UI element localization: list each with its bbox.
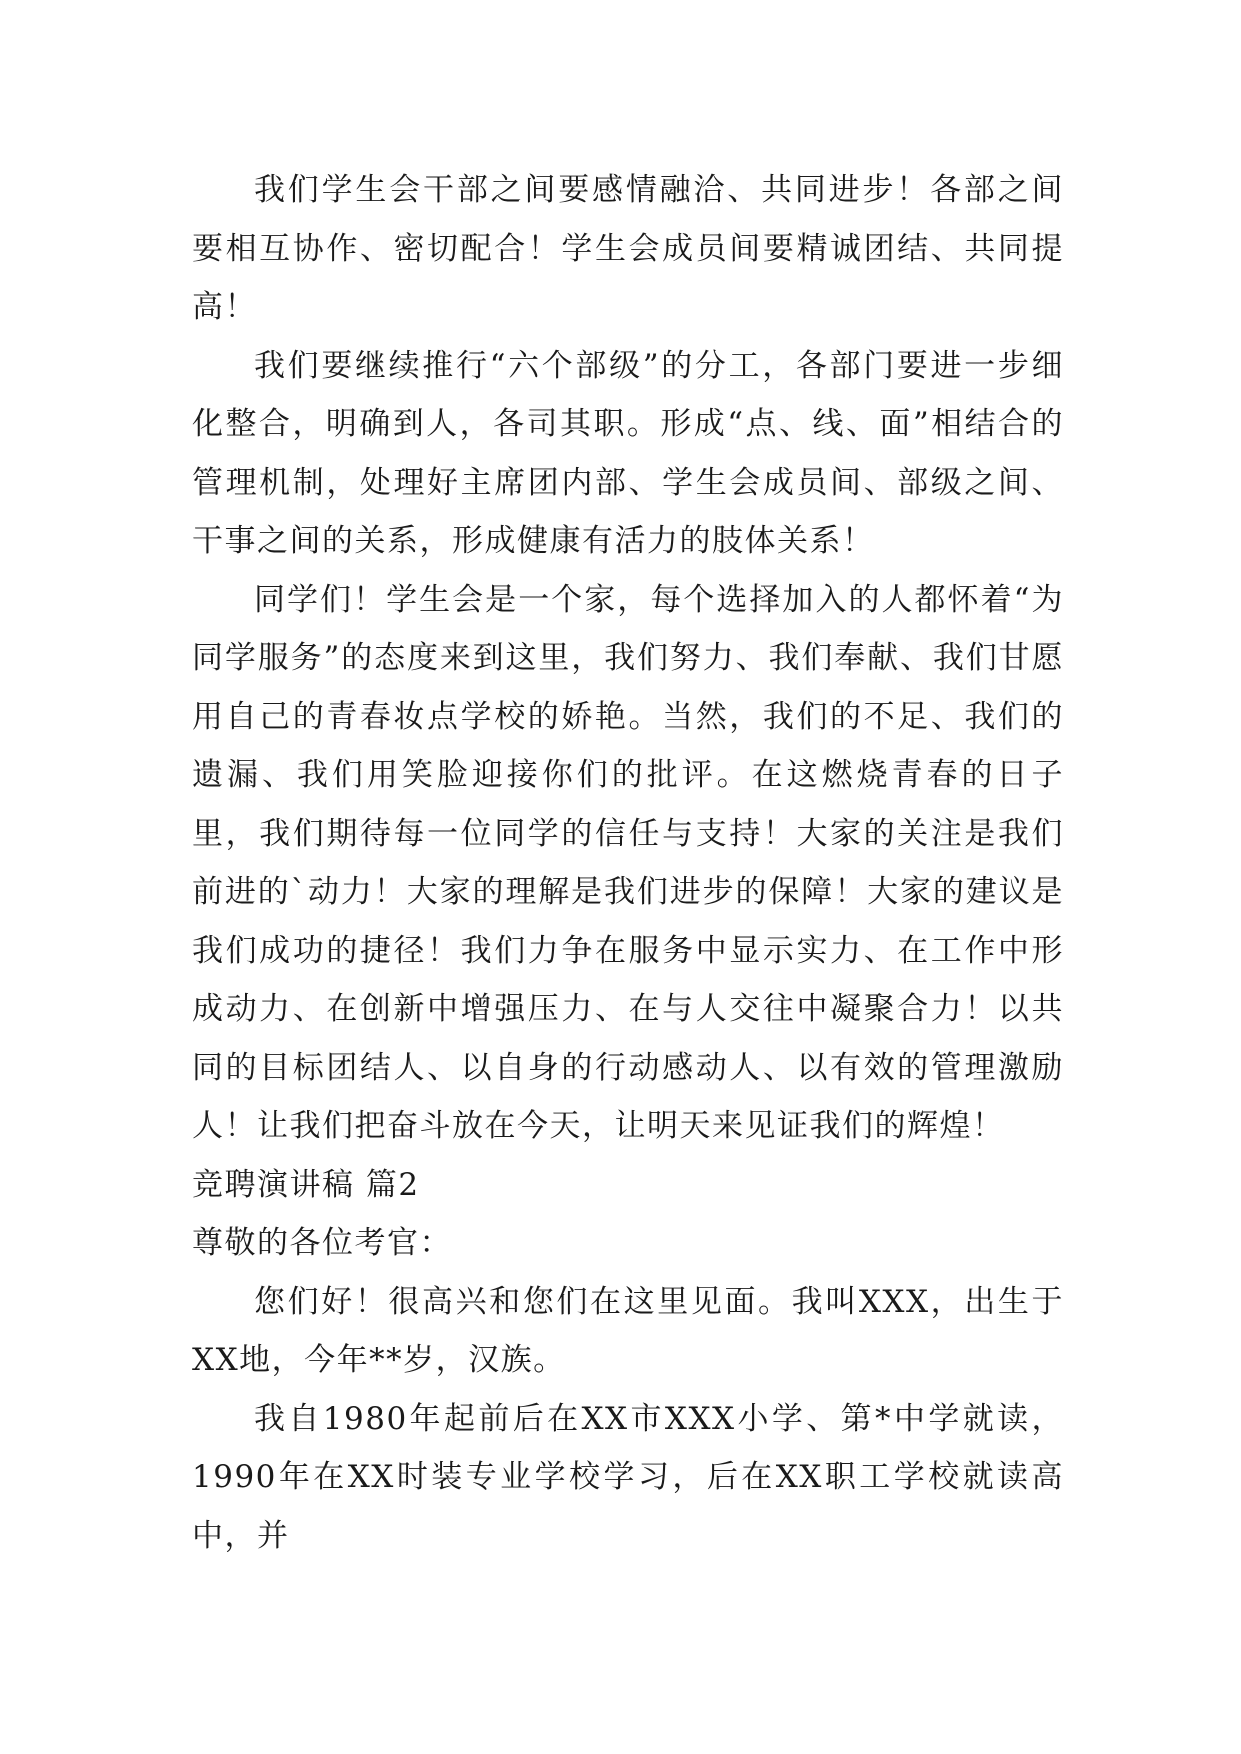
salutation: 尊敬的各位考官： [192,1225,452,1261]
paragraph: 我们学生会干部之间要感情融洽、共同进步！各部之间要相互协作、密切配合！学生会成员间要精诚团结、共同提高！ [192,172,1064,325]
paragraph: 我们要继续推行“六个部级”的分工，各部门要进一步细化整合，明确到人，各司其职。形成“点、线、面”相结合的管理机制，处理好主席团内部、学生会成员间、部级之间、干事之间的关系，形成健康有活力的肢体关系！ [192,347,1064,559]
paragraph: 我自1980年起前后在XX市XXX小学、第*中学就读，1990年在XX时装专业学校学习，后在XX职工学校就读高中，并 [192,1400,1064,1554]
paragraph: 同学们！学生会是一个家，每个选择加入的人都怀着“为同学服务”的态度来到这里，我们努力、我们奉献、我们甘愿用自己的青春妆点学校的娇艳。当然，我们的不足、我们的遗漏、我们用笑脸迎接你们的批评。在这燃烧青春的日子里，我们期待每一位同学的信任与支持！大家的关注是我们前进的`动力！大家的理解是我们进步的保障！大家的建议是我们成功的捷径！我们力争在服务中显示实力、在工作中形成动力、在创新中增强压力、在与人交往中凝聚合力！以共同的目标团结人、以自身的行动感动人、以有效的管理激励人！让我们把奋斗放在今天，让明天来见证我们的辉煌！ [192,581,1064,1144]
section-title: 竞聘演讲稿 篇2 [192,1166,420,1203]
document-body [192,161,1064,1565]
paragraph: 您们好！很高兴和您们在这里见面。我叫XXX，出生于XX地，今年**岁，汉族。 [192,1283,1064,1378]
